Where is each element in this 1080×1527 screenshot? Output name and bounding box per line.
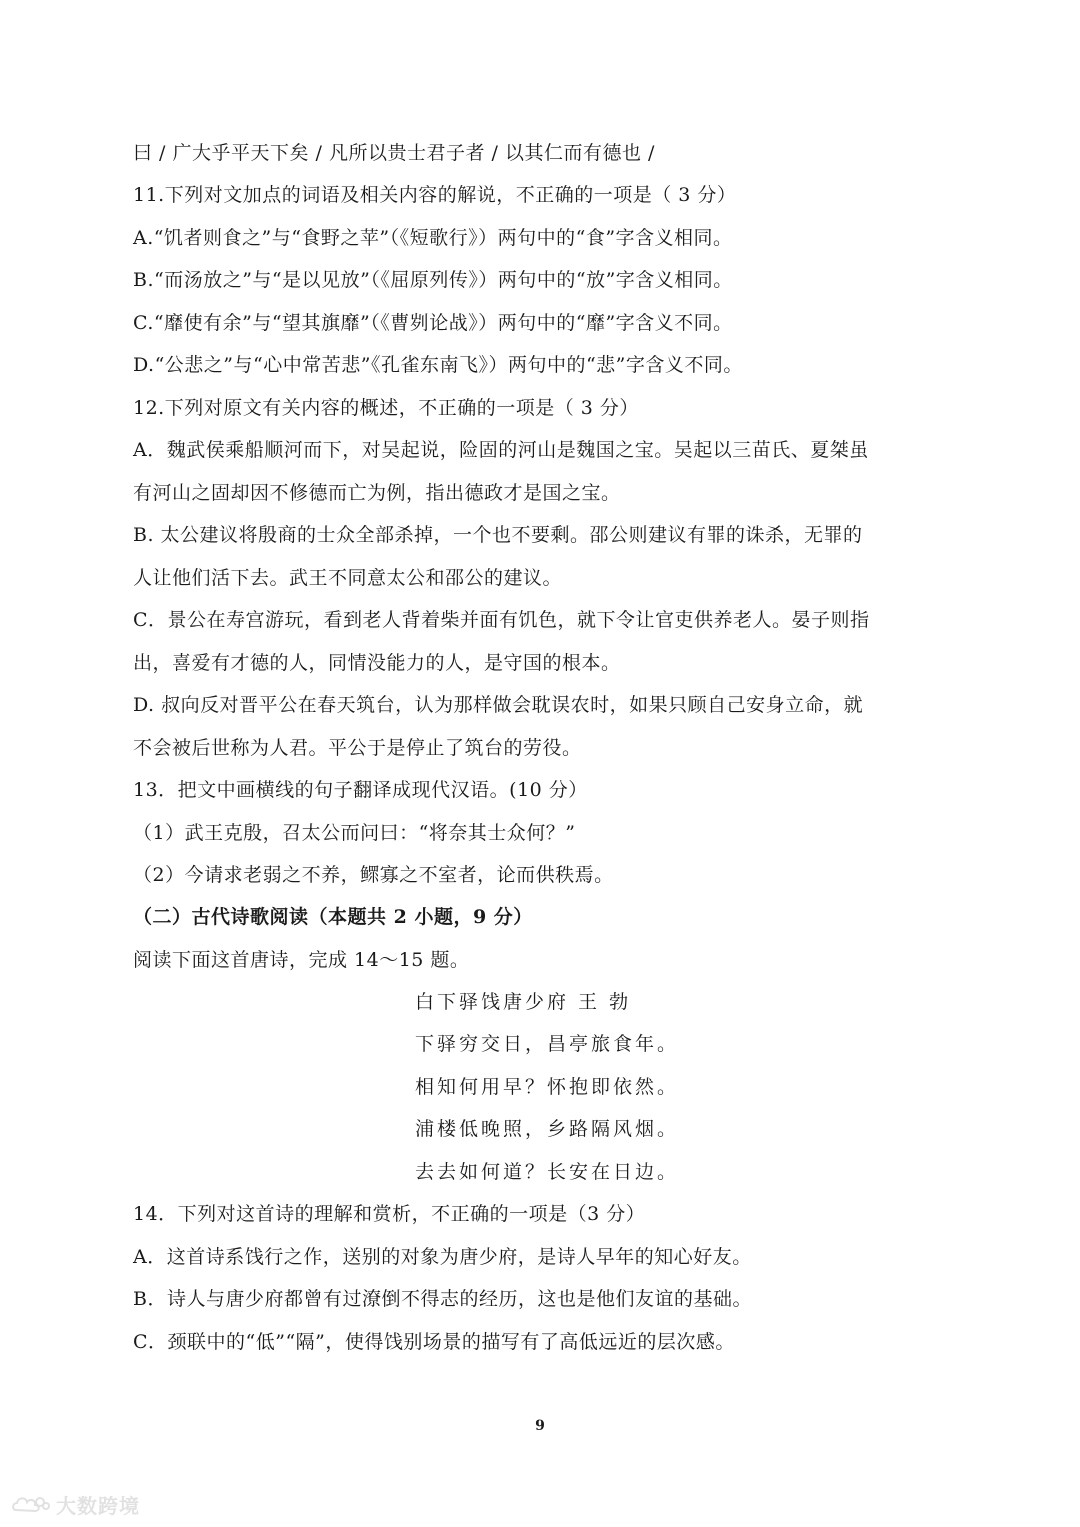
option-12-b-line-1: B. 太公建议将殷商的士众全部杀掉，一个也不要剩。邵公则建议有罪的诛杀，无罪的 bbox=[133, 524, 863, 546]
option-11-b: B.“而汤放之”与“是以见放”（《屈原列传》）两句中的“放”字含义相同。 bbox=[133, 269, 733, 291]
poetry-instruction: 阅读下面这首唐诗，完成 14～15 题。 bbox=[133, 949, 470, 971]
poem-line-1: 下驿穷交日，昌亭旅食年。 bbox=[415, 1033, 680, 1055]
question-14: 14．下列对这首诗的理解和赏析，不正确的一项是（3 分） bbox=[133, 1203, 646, 1225]
option-12-c-line-1: C．景公在寿宫游玩，看到老人背着柴并面有饥色，就下令让官吏供养老人。晏子则指 bbox=[133, 609, 870, 631]
question-13-part-1: （1）武王克殷，召太公而问曰：“将奈其士众何？” bbox=[133, 822, 576, 844]
option-12-a-line-1: A．魏武侯乘船顺河而下，对吴起说，险固的河山是魏国之宝。吴起以三苗氏、夏桀虽 bbox=[133, 439, 869, 461]
option-11-d: D.“公悲之”与“心中常苦悲”《孔雀东南飞》）两句中的“悲”字含义不同。 bbox=[133, 354, 743, 376]
option-12-d-line-1: D. 叔向反对晋平公在春天筑台，认为那样做会耽误农时，如果只顾自己安身立命，就 bbox=[133, 694, 864, 716]
section-heading-poetry: （二）古代诗歌阅读（本题共 2 小题，9 分） bbox=[133, 906, 533, 928]
watermark-text: 大数跨境 bbox=[56, 1494, 140, 1518]
option-12-a-line-2: 有河山之固却因不修德而亡为例，指出德政才是国之宝。 bbox=[133, 482, 621, 504]
option-14-a: A．这首诗系饯行之作，送别的对象为唐少府，是诗人早年的知心好友。 bbox=[133, 1246, 752, 1268]
poem-line-4: 去去如何道？长安在日边。 bbox=[415, 1161, 680, 1183]
question-13: 13．把文中画横线的句子翻译成现代汉语。(10 分） bbox=[133, 779, 588, 801]
poem-title: 白下驿饯唐少府 王 勃 bbox=[415, 991, 632, 1013]
option-14-b: B．诗人与唐少府都曾有过潦倒不得志的经历，这也是他们友谊的基础。 bbox=[133, 1288, 752, 1310]
poem-line-2: 相知何用早？怀抱即依然。 bbox=[415, 1076, 680, 1098]
text-line-1: 曰 / 广大乎平天下矣 / 凡所以贵士君子者 / 以其仁而有德也 / bbox=[133, 142, 655, 164]
watermark bbox=[10, 1490, 140, 1519]
page-number: 9 bbox=[535, 1418, 545, 1434]
option-12-d-line-2: 不会被后世称为人君。平公于是停止了筑台的劳役。 bbox=[133, 737, 582, 759]
question-13-part-2: （2）今请求老弱之不养，鳏寡之不室者，论而供秩焉。 bbox=[133, 864, 614, 886]
poem-line-3: 浦楼低晚照，乡路隔风烟。 bbox=[415, 1118, 680, 1140]
option-11-a: A.“饥者则食之”与“食野之苹”（《短歌行》）两句中的“食”字含义相同。 bbox=[133, 227, 733, 249]
option-12-c-line-2: 出，喜爱有才德的人，同情没能力的人，是守国的根本。 bbox=[133, 652, 621, 674]
option-14-c: C．颈联中的“低”“隔”，使得饯别场景的描写有了高低远近的层次感。 bbox=[133, 1331, 735, 1353]
option-11-c: C.“靡使有余”与“望其旗靡”（《曹刿论战》）两句中的“靡”字含义不同。 bbox=[133, 312, 733, 334]
question-11: 11.下列对文加点的词语及相关内容的解说，不正确的一项是（ 3 分） bbox=[133, 184, 737, 206]
question-12: 12.下列对原文有关内容的概述，不正确的一项是（ 3 分） bbox=[133, 397, 639, 419]
option-12-b-line-2: 人让他们活下去。武王不同意太公和邵公的建议。 bbox=[133, 567, 563, 589]
cloud-logo-icon bbox=[10, 1492, 50, 1518]
